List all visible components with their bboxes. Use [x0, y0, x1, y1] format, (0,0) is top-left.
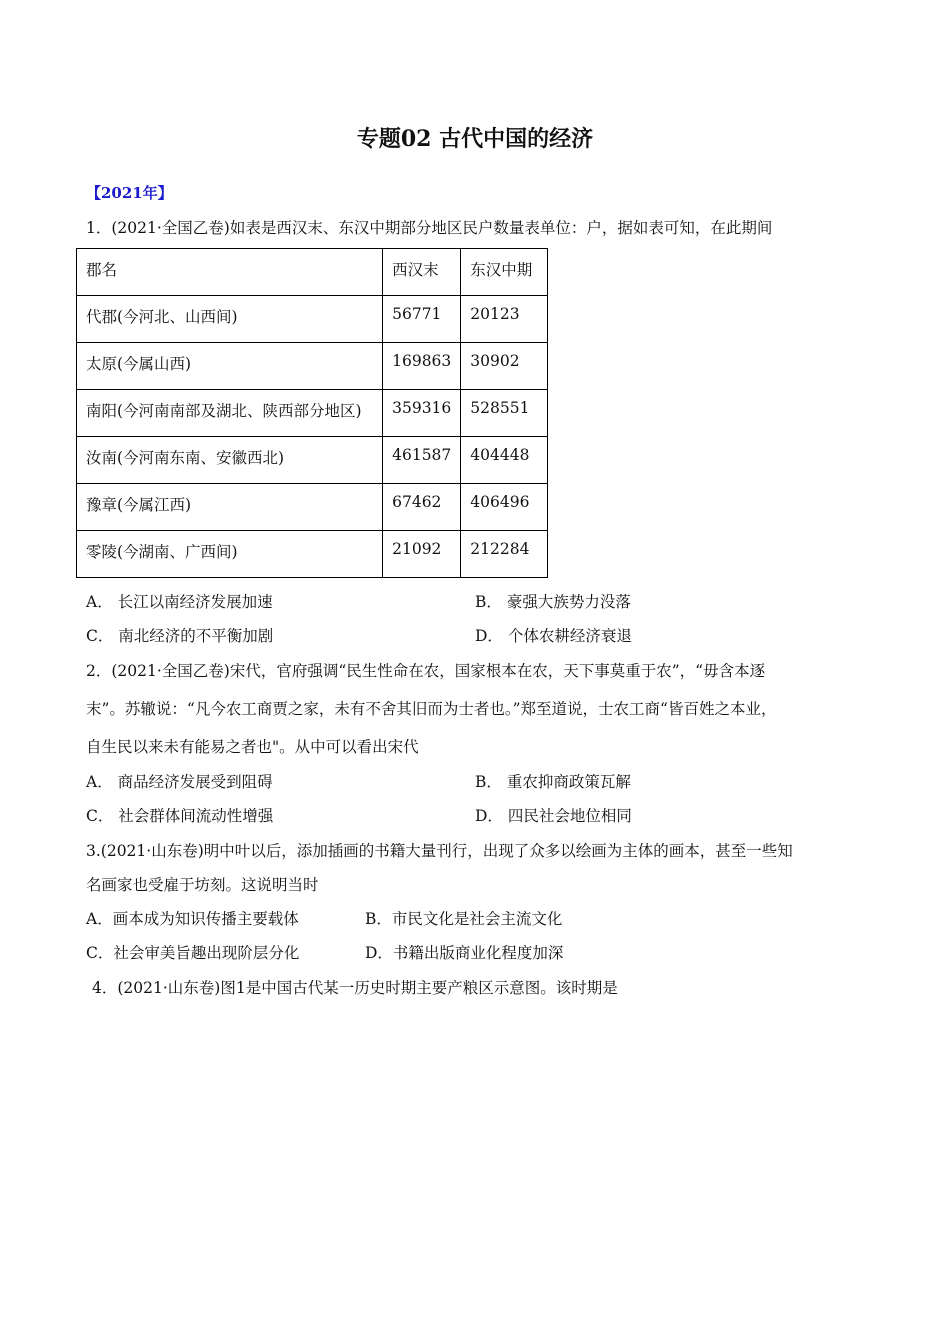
q2-option-a: A． 商品经济发展受到阻碍 — [86, 773, 273, 791]
table-cell: 豫章(今属江西) — [77, 484, 383, 531]
q1-option-a: A． 长江以南经济发展加速 — [86, 593, 273, 611]
table-header-cell: 郡名 — [77, 249, 383, 296]
table-header-cell: 东汉中期 — [461, 249, 548, 296]
table-cell: 21092 — [383, 531, 461, 578]
q1-option-d: D． 个体农耕经济衰退 — [475, 627, 632, 645]
year-section-tag: 【2021年】 — [86, 184, 173, 202]
question-2-line-2: 末”。苏辙说：“凡今农工商贾之家，未有不舍其旧而为士者也。”郑至道说，士农工商“皆百姓之本业， — [86, 700, 777, 718]
table-row — [77, 343, 548, 390]
table-cell: 461587 — [383, 437, 461, 484]
table-row — [77, 484, 548, 531]
table-cell: 212284 — [461, 531, 548, 578]
q1-option-c: C． 南北经济的不平衡加剧 — [86, 627, 274, 645]
question-3-line-2: 名画家也受雇于坊刻。这说明当时 — [86, 876, 319, 894]
table-cell: 404448 — [461, 437, 548, 484]
table-cell: 太原(今属山西) — [77, 343, 383, 390]
table-cell: 67462 — [383, 484, 461, 531]
q2-option-b: B． 重农抑商政策瓦解 — [475, 773, 631, 791]
q3-option-b: B．市民文化是社会主流文化 — [365, 910, 563, 928]
table-cell: 169863 — [383, 343, 461, 390]
question-2-line-3: 自生民以来未有能易之者也"。从中可以看出宋代 — [86, 738, 419, 756]
question-2-line-1: 2．(2021·全国乙卷)宋代，官府强调“民生性命在农，国家根本在农，天下事莫重于农”，“毋含本逐 — [86, 662, 766, 680]
table-row — [77, 437, 548, 484]
table-cell: 汝南(今河南东南、安徽西北) — [77, 437, 383, 484]
q3-option-c: C．社会审美旨趣出现阶层分化 — [86, 944, 300, 962]
table-row — [77, 390, 548, 437]
question-4-stem: 4．(2021·山东卷)图1是中国古代某一历史时期主要产粮区示意图。该时期是 — [92, 979, 618, 997]
q2-option-d: D． 四民社会地位相同 — [475, 807, 632, 825]
table-row — [77, 531, 548, 578]
household-table — [76, 248, 548, 578]
table-cell: 56771 — [383, 296, 461, 343]
table-cell: 代郡(今河北、山西间) — [77, 296, 383, 343]
table-cell: 528551 — [461, 390, 548, 437]
question-1-stem: 1．(2021·全国乙卷)如表是西汉末、东汉中期部分地区民户数量表单位：户，据如表可知，在此期间 — [86, 219, 773, 237]
q3-option-d: D．书籍出版商业化程度加深 — [365, 944, 564, 962]
q1-option-b: B． 豪强大族势力没落 — [475, 593, 631, 611]
table-header-cell: 西汉末 — [383, 249, 461, 296]
table-cell: 30902 — [461, 343, 548, 390]
q3-option-a: A．画本成为知识传播主要载体 — [86, 910, 299, 928]
table-row — [77, 296, 548, 343]
page-title: 专题02 古代中国的经济 — [356, 126, 594, 152]
table-cell: 406496 — [461, 484, 548, 531]
table-cell: 南阳(今河南南部及湖北、陕西部分地区) — [77, 390, 383, 437]
table-cell: 零陵(今湖南、广西间) — [77, 531, 383, 578]
table-cell: 20123 — [461, 296, 548, 343]
table-header-row — [77, 249, 548, 296]
table-cell: 359316 — [383, 390, 461, 437]
question-3-line-1: 3.(2021·山东卷)明中叶以后，添加插画的书籍大量刊行，出现了众多以绘画为主体的画本，甚至一些知 — [86, 842, 793, 860]
q2-option-c: C． 社会群体间流动性增强 — [86, 807, 274, 825]
